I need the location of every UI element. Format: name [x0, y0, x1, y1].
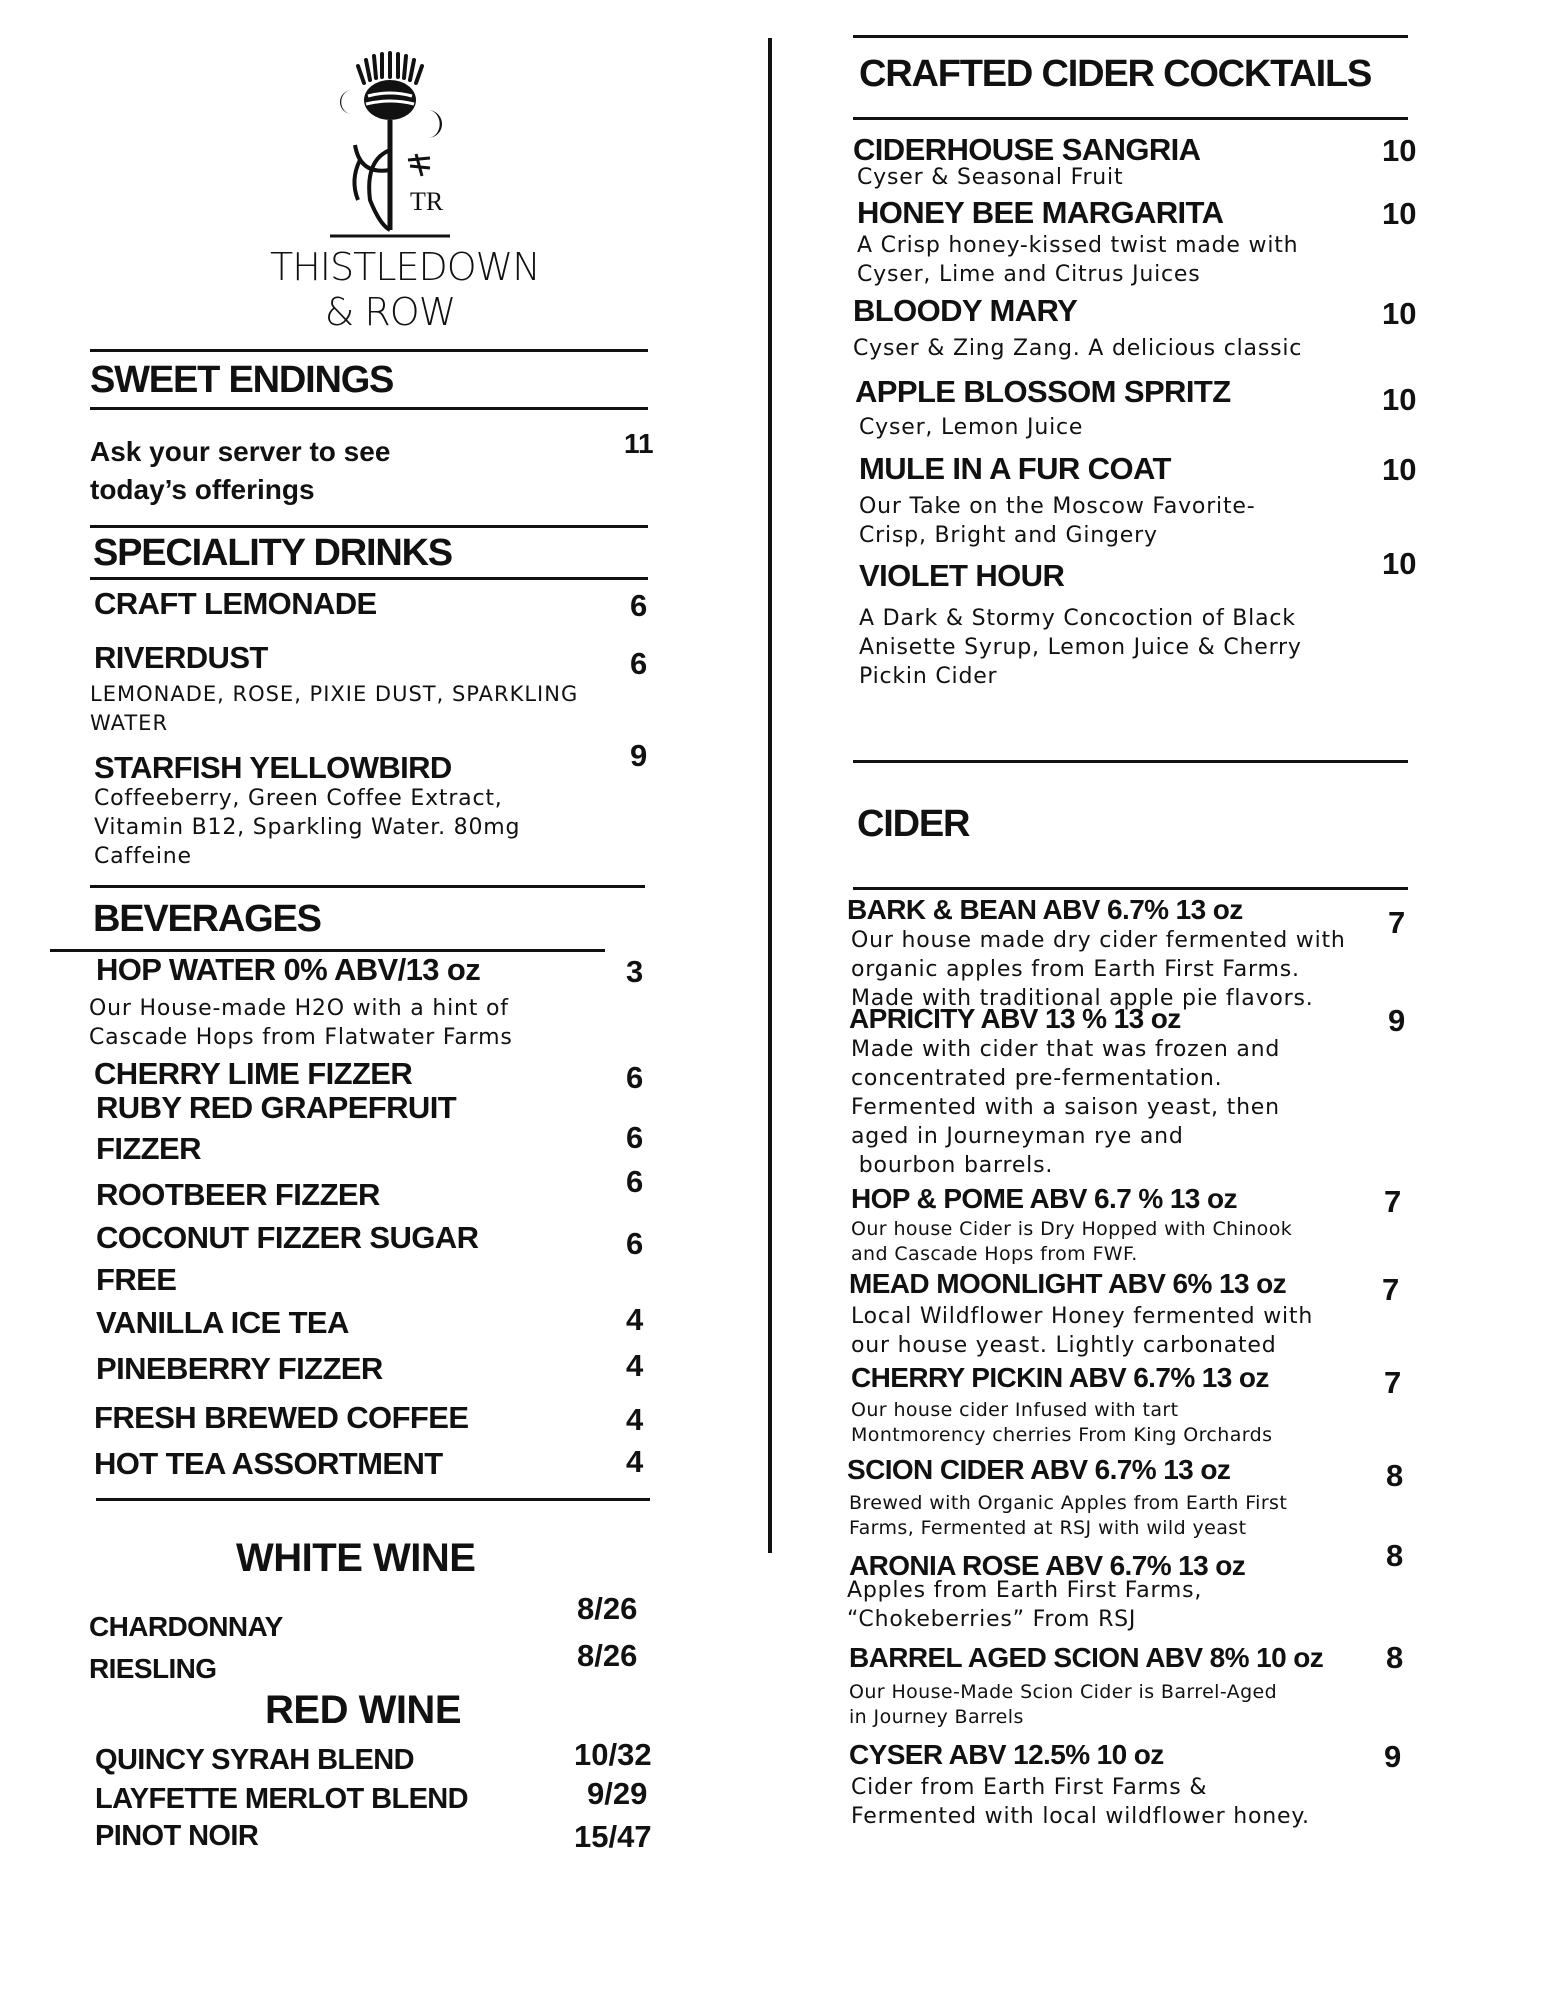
- menu-item-price: 10/32: [574, 1737, 652, 1772]
- menu-item-description: Cyser & Seasonal Fruit: [857, 165, 1124, 190]
- column-divider: [768, 38, 772, 1553]
- menu-item-description: Cider from Earth First Farms & Fermented with local wildflower honey.: [851, 1775, 1310, 1829]
- menu-item-price: 10: [1382, 452, 1417, 487]
- menu-item-description: Our house made dry cider fermented with organic apples from Earth First Farms. Made with traditional apple pie flavors.: [851, 928, 1346, 1011]
- menu-item-price: 9/29: [587, 1776, 648, 1811]
- menu-item-name: CHERRY PICKIN ABV 6.7% 13 oz: [851, 1362, 1269, 1393]
- menu-item-name: CIDERHOUSE SANGRIA: [853, 132, 1201, 167]
- section-title-cocktails: CRAFTED CIDER COCKTAILS: [859, 53, 1372, 95]
- menu-item-price: 10: [1382, 296, 1417, 331]
- menu-item-price: 7: [1388, 905, 1406, 940]
- menu-item-name: PINEBERRY FIZZER: [96, 1351, 383, 1386]
- menu-item-price: 4: [626, 1444, 644, 1479]
- menu-item-name: RUBY RED GRAPEFRUIT: [96, 1090, 457, 1125]
- brand-name-line2: & ROW: [324, 290, 456, 334]
- menu-item-price: 4: [626, 1302, 644, 1337]
- menu-item-description: Made with cider that was frozen and concentrated pre-fermentation. Fermented with a saison yeast, then aged in Journeyman rye and bourbon barrels.: [851, 1037, 1281, 1178]
- menu-item-name: QUINCY SYRAH BLEND: [95, 1744, 414, 1776]
- menu-item-price: 10: [1382, 382, 1417, 417]
- menu-item-description: A Dark & Stormy Concoction of Black Anisette Syrup, Lemon Juice & Cherry Pickin Cider: [859, 606, 1302, 689]
- divider: [853, 760, 1408, 763]
- menu-item-price: 10: [1382, 196, 1417, 231]
- divider: [90, 349, 648, 352]
- menu-item-price: 8: [1386, 1640, 1404, 1675]
- menu-item-price: 3: [626, 954, 644, 989]
- menu-item-name: ARONIA ROSE ABV 6.7% 13 oz: [849, 1550, 1246, 1581]
- menu-item-name: CHARDONNAY: [89, 1611, 283, 1642]
- menu-item-description: Cyser, Lemon Juice: [859, 415, 1084, 440]
- menu-item-name: APRICITY ABV 13 % 13 oz: [849, 1003, 1181, 1034]
- divider: [853, 117, 1408, 120]
- section-title-cider: CIDER: [857, 803, 970, 845]
- menu-item-price: 9: [1384, 1739, 1402, 1774]
- menu-item-name: RIVERDUST: [94, 640, 268, 675]
- menu-item-price: 6: [630, 588, 648, 623]
- menu-item-name: VIOLET HOUR: [859, 558, 1065, 593]
- menu-item-description: Coffeeberry, Green Coffee Extract, Vitamin B12, Sparkling Water. 80mg Caffeine: [94, 786, 521, 869]
- menu-item-name: CYSER ABV 12.5% 10 oz: [849, 1739, 1164, 1770]
- menu-item-description: Our Take on the Moscow Favorite- Crisp, Bright and Gingery: [859, 494, 1256, 548]
- menu-item-description: Cyser & Zing Zang. A delicious classic: [853, 336, 1303, 361]
- menu-item-price: 6: [630, 646, 648, 681]
- menu-item-price: 8/26: [577, 1638, 638, 1673]
- divider: [90, 885, 645, 888]
- menu-item-name: VANILLA ICE TEA: [96, 1305, 349, 1340]
- divider: [853, 35, 1408, 38]
- menu-item-price: 10: [1382, 546, 1417, 581]
- menu-item-name: FRESH BREWED COFFEE: [94, 1400, 469, 1435]
- menu-item-name: BARK & BEAN ABV 6.7% 13 oz: [847, 894, 1243, 925]
- section-title-beverages: BEVERAGES: [93, 898, 321, 940]
- menu-item-description: Local Wildflower Honey fermented with our house yeast. Lightly carbonated: [851, 1304, 1314, 1358]
- menu-item-name: HOP & POME ABV 6.7 % 13 oz: [851, 1183, 1237, 1214]
- menu-item-description: Brewed with Organic Apples from Earth First Farms, Fermented at RSJ with wild yeast: [849, 1492, 1288, 1539]
- menu-item-name: FREE: [96, 1262, 177, 1297]
- menu-item-name: ROOTBEER FIZZER: [96, 1177, 380, 1212]
- menu-item-description: Apples from Earth First Farms, “Chokeberries” From RSJ: [847, 1578, 1203, 1632]
- menu-item-name: CRAFT LEMONADE: [94, 586, 377, 621]
- menu-item-name: STARFISH YELLOWBIRD: [94, 750, 452, 785]
- menu-item-name: CHERRY LIME FIZZER: [94, 1056, 413, 1091]
- menu-item-price: 8: [1386, 1458, 1404, 1493]
- menu-item-name: APPLE BLOSSOM SPRITZ: [855, 374, 1231, 409]
- menu-item-description: Our house cider Infused with tart Montmorency cherries From King Orchards: [851, 1399, 1273, 1446]
- menu-item-name: BLOODY MARY: [853, 293, 1078, 328]
- brand-logo: [330, 50, 450, 240]
- menu-item-price: 6: [626, 1060, 644, 1095]
- menu-item-name: BARREL AGED SCION ABV 8% 10 oz: [849, 1642, 1324, 1673]
- sweet-endings-price: 11: [624, 428, 654, 459]
- menu-item-price: 9: [1388, 1003, 1406, 1038]
- menu-item-description: LEMONADE, ROSE, PIXIE DUST, SPARKLING WATER: [90, 682, 579, 735]
- divider: [853, 887, 1408, 890]
- menu-item-description: Our house Cider is Dry Hopped with Chinook and Cascade Hops from FWF.: [851, 1218, 1293, 1265]
- menu-item-price: 7: [1382, 1272, 1400, 1307]
- divider: [90, 525, 648, 528]
- menu-item-name: COCONUT FIZZER SUGAR: [96, 1220, 479, 1255]
- menu-item-name: SCION CIDER ABV 6.7% 13 oz: [847, 1454, 1231, 1485]
- menu-item-name: PINOT NOIR: [95, 1820, 259, 1852]
- menu-item-price: 6: [626, 1120, 644, 1155]
- menu-item-description: Our House-Made Scion Cider is Barrel-Aged in Journey Barrels: [849, 1681, 1278, 1728]
- menu-item-price: 7: [1384, 1184, 1402, 1219]
- divider: [96, 1498, 650, 1501]
- menu-item-price: 8: [1386, 1538, 1404, 1573]
- menu-item-price: 6: [626, 1164, 644, 1199]
- thistle-logo-icon: [330, 50, 450, 240]
- menu-item-name: RIESLING: [89, 1653, 217, 1684]
- divider: [90, 577, 648, 580]
- menu-item-name: HOP WATER 0% ABV/13 oz: [96, 952, 481, 987]
- brand-name-line1: THISTLEDOWN: [270, 245, 540, 289]
- menu-item-name: MEAD MOONLIGHT ABV 6% 13 oz: [849, 1268, 1287, 1299]
- menu-item-name: HONEY BEE MARGARITA: [857, 195, 1224, 230]
- sweet-endings-text: Ask your server to see today’s offerings: [90, 436, 391, 505]
- menu-item-price: 9: [630, 738, 648, 773]
- menu-item-description: A Crisp honey-kissed twist made with Cyser, Lime and Citrus Juices: [857, 233, 1299, 287]
- section-title-red-wine: RED WINE: [265, 1688, 461, 1732]
- menu-item-name: MULE IN A FUR COAT: [859, 451, 1171, 486]
- menu-item-description: Our House-made H2O with a hint of Cascade Hops from Flatwater Farms: [89, 996, 513, 1050]
- menu-item-price: 4: [626, 1348, 644, 1383]
- divider: [90, 407, 648, 410]
- menu-item-price: 7: [1384, 1365, 1402, 1400]
- section-title-white-wine: WHITE WINE: [236, 1536, 476, 1580]
- svg-text:TR: TR: [410, 187, 444, 216]
- menu-item-name: FIZZER: [96, 1131, 201, 1166]
- section-title-speciality-drinks: SPECIALITY DRINKS: [93, 532, 452, 574]
- menu-item-price: 8/26: [577, 1591, 638, 1626]
- menu-item-name: HOT TEA ASSORTMENT: [94, 1446, 443, 1481]
- menu-item-price: 4: [626, 1402, 644, 1437]
- menu-item-price: 10: [1382, 133, 1417, 168]
- section-title-sweet-endings: SWEET ENDINGS: [90, 359, 394, 401]
- menu-item-price: 6: [626, 1226, 644, 1261]
- menu-item-name: LAYFETTE MERLOT BLEND: [95, 1783, 468, 1815]
- menu-item-price: 15/47: [574, 1819, 652, 1854]
